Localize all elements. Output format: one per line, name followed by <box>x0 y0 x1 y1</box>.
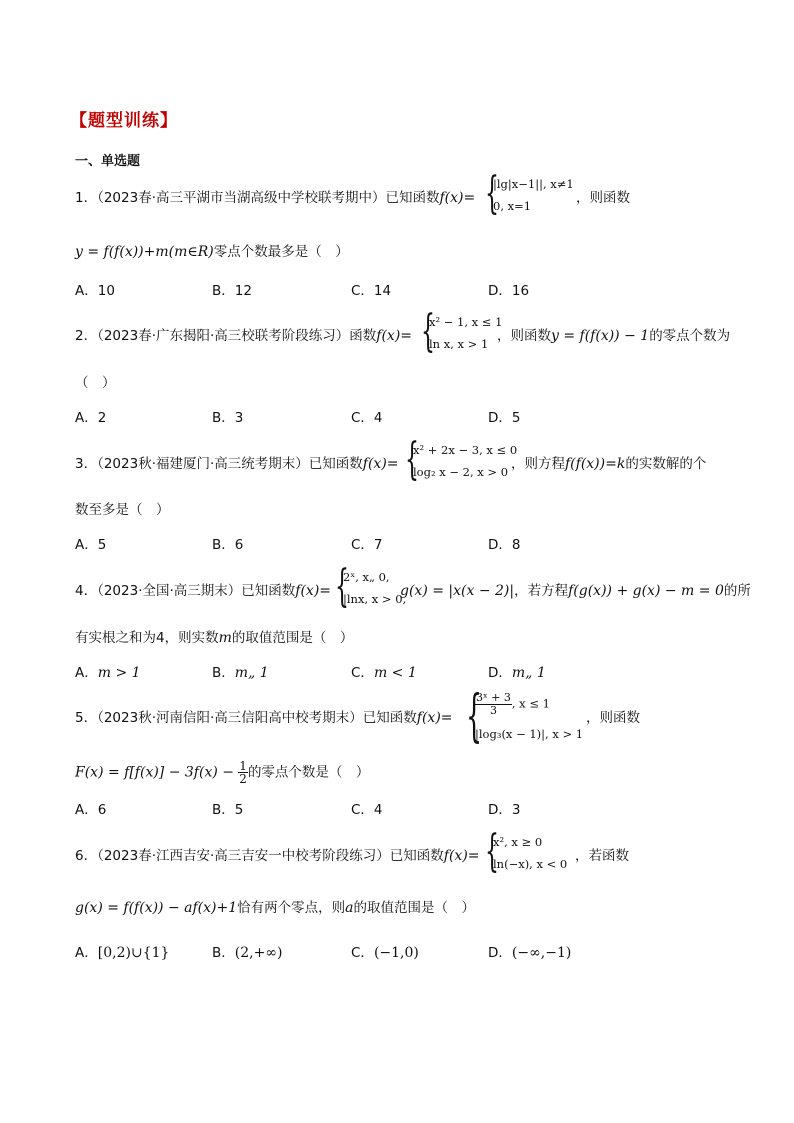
q3-case2: log₂ x − 2, x > 0 <box>413 465 509 479</box>
q5-case1-condition: , x ≤ 1 <box>511 696 550 711</box>
q3-suffix: 的实数解的个 <box>625 456 707 472</box>
q4-case1: 2ˣ, x„ 0, <box>343 570 390 584</box>
q5-half-denominator: 2 <box>239 772 247 786</box>
q4-line2-b: 的取值范围是（ ） <box>231 630 354 646</box>
q1-option-d: D．16 <box>488 283 530 299</box>
q3-fx: f(x)= <box>362 456 399 472</box>
q5-option-c: C．4 <box>351 802 383 818</box>
q5-piecewise <box>466 684 584 749</box>
q6-suffix: ，若函数 <box>575 848 629 864</box>
q6-option-b: B．(2,+∞) <box>212 945 283 961</box>
q5-fx: f(x)= <box>416 710 453 726</box>
q1-suffix: ，则函数 <box>576 190 630 206</box>
q5-option-b: B．5 <box>212 802 244 818</box>
q1-question-text: 零点个数最多是（ ） <box>213 244 349 260</box>
section-title: 【题型训练】 <box>70 111 178 131</box>
q4-line2-m: m <box>218 630 232 646</box>
q1-fx: f(x)= <box>439 190 476 206</box>
q5-prefix: 5．（2023秋·河南信阳·高三信阳高中校考期末）已知函数 <box>75 710 417 726</box>
q2-option-b: B．3 <box>212 410 244 426</box>
q1-case2: 0, x=1 <box>493 199 532 213</box>
q2-case2: ln x, x > 1 <box>429 337 489 351</box>
q6-option-a: A．[0,2)∪{1} <box>75 945 170 961</box>
q3-expression: f(f(x))=k <box>565 456 626 472</box>
q3-piecewise <box>405 434 518 486</box>
q5-option-a: A．6 <box>75 802 107 818</box>
q4-line2-a: 有实根之和为4，则实数 <box>75 630 219 646</box>
q6-piecewise <box>485 826 575 878</box>
q4-expression: f(g(x)) + g(x) − m = 0 <box>568 583 724 599</box>
q6-option-c: C．(−1,0) <box>351 945 419 961</box>
q3-prefix: 3．（2023秋·福建厦门·高三统考期末）已知函数 <box>75 456 363 472</box>
q4-fx: f(x)= <box>295 583 332 599</box>
q3-option-a: A．5 <box>75 537 107 553</box>
q6-case1: x², x ≥ 0 <box>493 835 543 849</box>
q3-option-b: B．6 <box>212 537 244 553</box>
q4-piecewise <box>335 561 407 613</box>
brace-icon: { <box>485 168 499 219</box>
q2-mid: ，则函数 <box>497 328 551 344</box>
q6-case2: ln(−x), x < 0 <box>493 857 568 871</box>
q1-piecewise <box>485 168 574 220</box>
q2-option-c: C．4 <box>351 410 383 426</box>
q4-mid: ，若方程 <box>514 583 569 599</box>
q5-expression: F(x) = f[f(x)] − 3f(x) − <box>75 764 234 781</box>
q1-prefix: 1．（2023春·高三平湖市当湖高级中学校联考期中）已知函数 <box>75 190 440 206</box>
q6-expression: g(x) = f(f(x)) − af(x)+1 <box>75 900 238 916</box>
q6-prefix: 6．（2023春·江西吉安·高三吉安一中校考阶段练习）已知函数 <box>75 848 444 864</box>
q2-prefix: 2．（2023春·广东揭阳·高三校联考阶段练习）函数 <box>75 328 377 344</box>
brace-icon: { <box>466 684 483 749</box>
q6-fx: f(x)= <box>443 848 480 864</box>
q2-expression: y = f(f(x)) − 1 <box>551 328 650 344</box>
q4-suffix: 的所 <box>723 583 751 599</box>
brace-icon: { <box>421 306 435 357</box>
q6-text-a: 恰有两个零点，则 <box>237 900 346 916</box>
q4-case2: |lnx, x > 0, <box>343 592 407 606</box>
q4-option-b: B．m„ 1 <box>212 665 269 681</box>
brace-icon: { <box>485 826 499 877</box>
q4-prefix: 4．（2023·全国·高三期末）已知函数 <box>75 583 296 599</box>
q1-option-a: A．10 <box>75 283 115 299</box>
q3-case1: x² + 2x − 3, x ≤ 0 <box>413 443 518 457</box>
q2-option-a: A．2 <box>75 410 107 426</box>
q6-text-b: 的取值范围是（ ） <box>353 900 475 916</box>
q1-option-c: C．14 <box>351 283 392 299</box>
q4-option-c: C．m < 1 <box>351 665 417 681</box>
subsection-heading: 一、单选题 <box>75 154 141 169</box>
q3-option-d: D．8 <box>488 537 521 553</box>
q5-suffix: ，则函数 <box>586 710 640 726</box>
q5-half-numerator: 1 <box>239 759 247 773</box>
q2-line2: （ ） <box>75 375 116 391</box>
q6-option-d: D．(−∞,−1) <box>488 945 572 961</box>
q5-case2: |log₃(x − 1)|, x > 1 <box>475 727 584 741</box>
q2-piecewise <box>421 306 503 358</box>
q6-variable-a: a <box>345 900 354 916</box>
q2-fx: f(x)= <box>376 328 413 344</box>
q4-gx: g(x) = |x(x − 2)| <box>400 583 515 599</box>
q4-option-d: D．m„ 1 <box>488 665 546 681</box>
q2-option-d: D．5 <box>488 410 521 426</box>
q5-question-text: 的零点个数是（ ） <box>247 764 370 781</box>
q1-option-b: B．12 <box>212 283 252 299</box>
brace-icon: { <box>335 561 349 612</box>
q1-expression: y = f(f(x))+m(m∈R) <box>75 244 214 260</box>
q3-mid: ，则方程 <box>511 456 565 472</box>
q1-case1: |lg|x−1||, x≠1 <box>493 177 574 191</box>
q5-case1-numerator: 3ˣ + 3 <box>476 691 511 704</box>
q3-option-c: C．7 <box>351 537 383 553</box>
q2-suffix: 的零点个数为 <box>649 328 731 344</box>
q2-case1: x² − 1, x ≤ 1 <box>429 315 503 329</box>
brace-icon: { <box>405 434 419 485</box>
q4-option-a: A．m > 1 <box>75 665 141 681</box>
q3-line2: 数至多是（ ） <box>75 502 170 518</box>
q5-option-d: D．3 <box>488 802 521 818</box>
q5-case1-denominator: 3 <box>489 704 497 717</box>
